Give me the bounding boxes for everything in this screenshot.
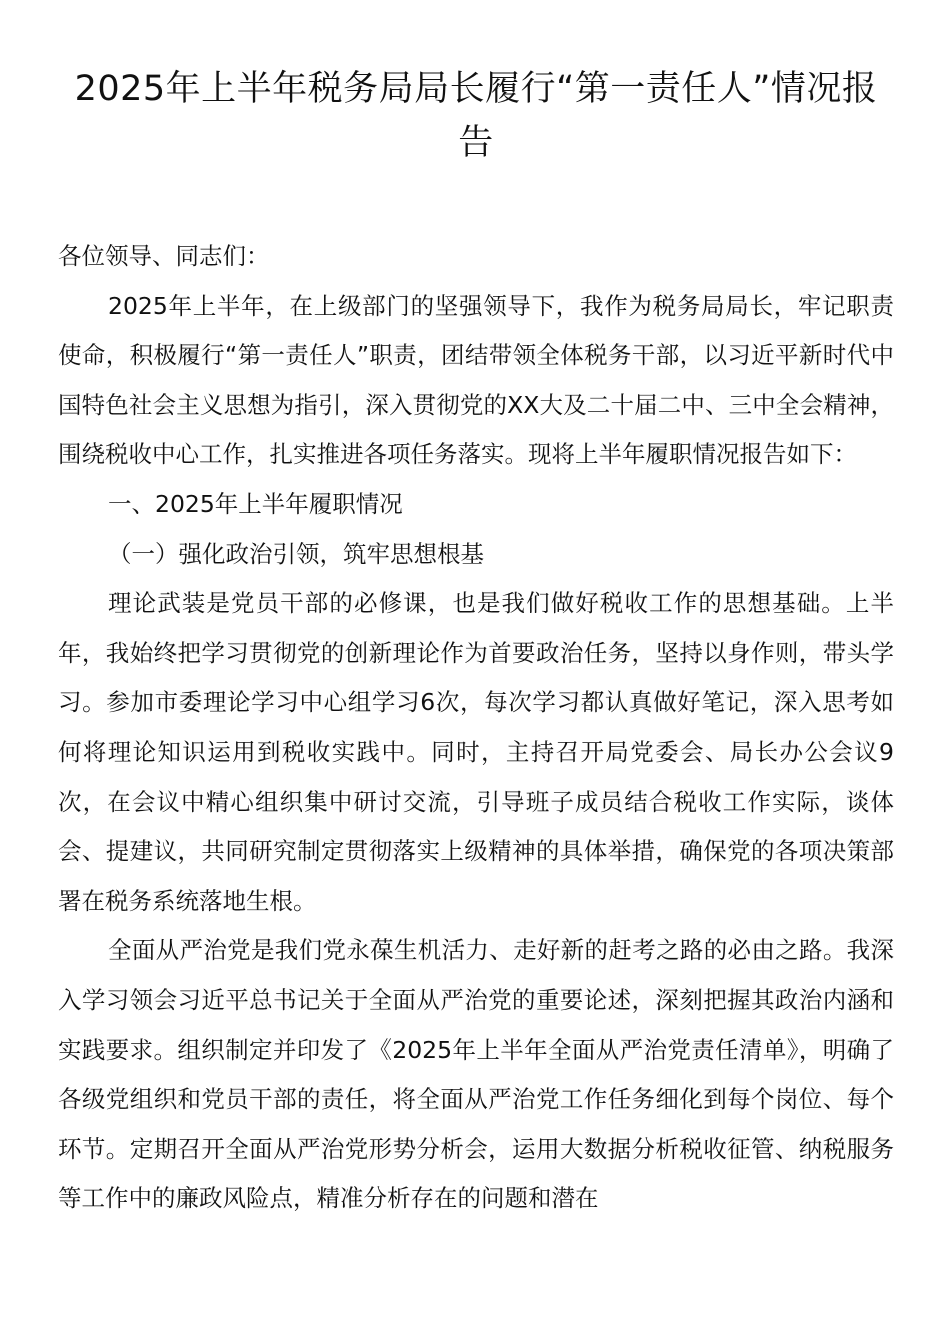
body-paragraph: 全面从严治党是我们党永葆生机活力、走好新的赶考之路的必由之路。我深入学习领会习近平总书记关于全面从严治党的重要论述，深刻把握其政治内涵和实践要求。组织制定并印发了《2025年上半年全面从严治党责任清单》，明确了各级党组织和党员干部的责任，将全面从严治党工作任务细化到每个岗位、每个环节。定期召开全面从严治党形势分析会，运用大数据分析税收征管、纳税服务等工作中的廉政风险点，精准分析存在的问题和潜在 (58, 936, 894, 1213)
document-page (58, 62, 894, 1224)
document-title: 2025年上半年税务局局长履行“第一责任人”情况报告 (74, 69, 878, 163)
intro-paragraph: 2025年上半年，在上级部门的坚强领导下，我作为税务局局长，牢记职责使命，积极履行“第一责任人”职责，团结带领全体税务干部，以习近平新时代中国特色社会主义思想为指引，深入贯彻党的XX大及二十届二中、三中全会精神，围绕税收中心工作，扎实推进各项任务落实。现将上半年履职情况报告如下： (58, 291, 894, 469)
subsection-heading: （一）强化政治引领，筑牢思想根基 (108, 539, 484, 568)
body-paragraph: 理论武装是党员干部的必修课，也是我们做好税收工作的思想基础。上半年，我始终把学习贯彻党的创新理论作为首要政治任务，坚持以身作则，带头学习。参加市委理论学习中心组学习6次，每次学习都认真做好笔记，深入思考如何将理论知识运用到税收实践中。同时，主持召开局党委会、局长办公会议9次，在会议中精心组织集中研讨交流，引导班子成员结合税收工作实际，谈体会、提建议，共同研究制定贯彻落实上级精神的具体举措，确保党的各项决策部署在税务系统落地生根。 (58, 589, 894, 915)
title-spacer (58, 170, 894, 232)
section-heading: 一、2025年上半年履职情况 (108, 489, 403, 518)
salutation: 各位领导、同志们： (58, 242, 270, 270)
